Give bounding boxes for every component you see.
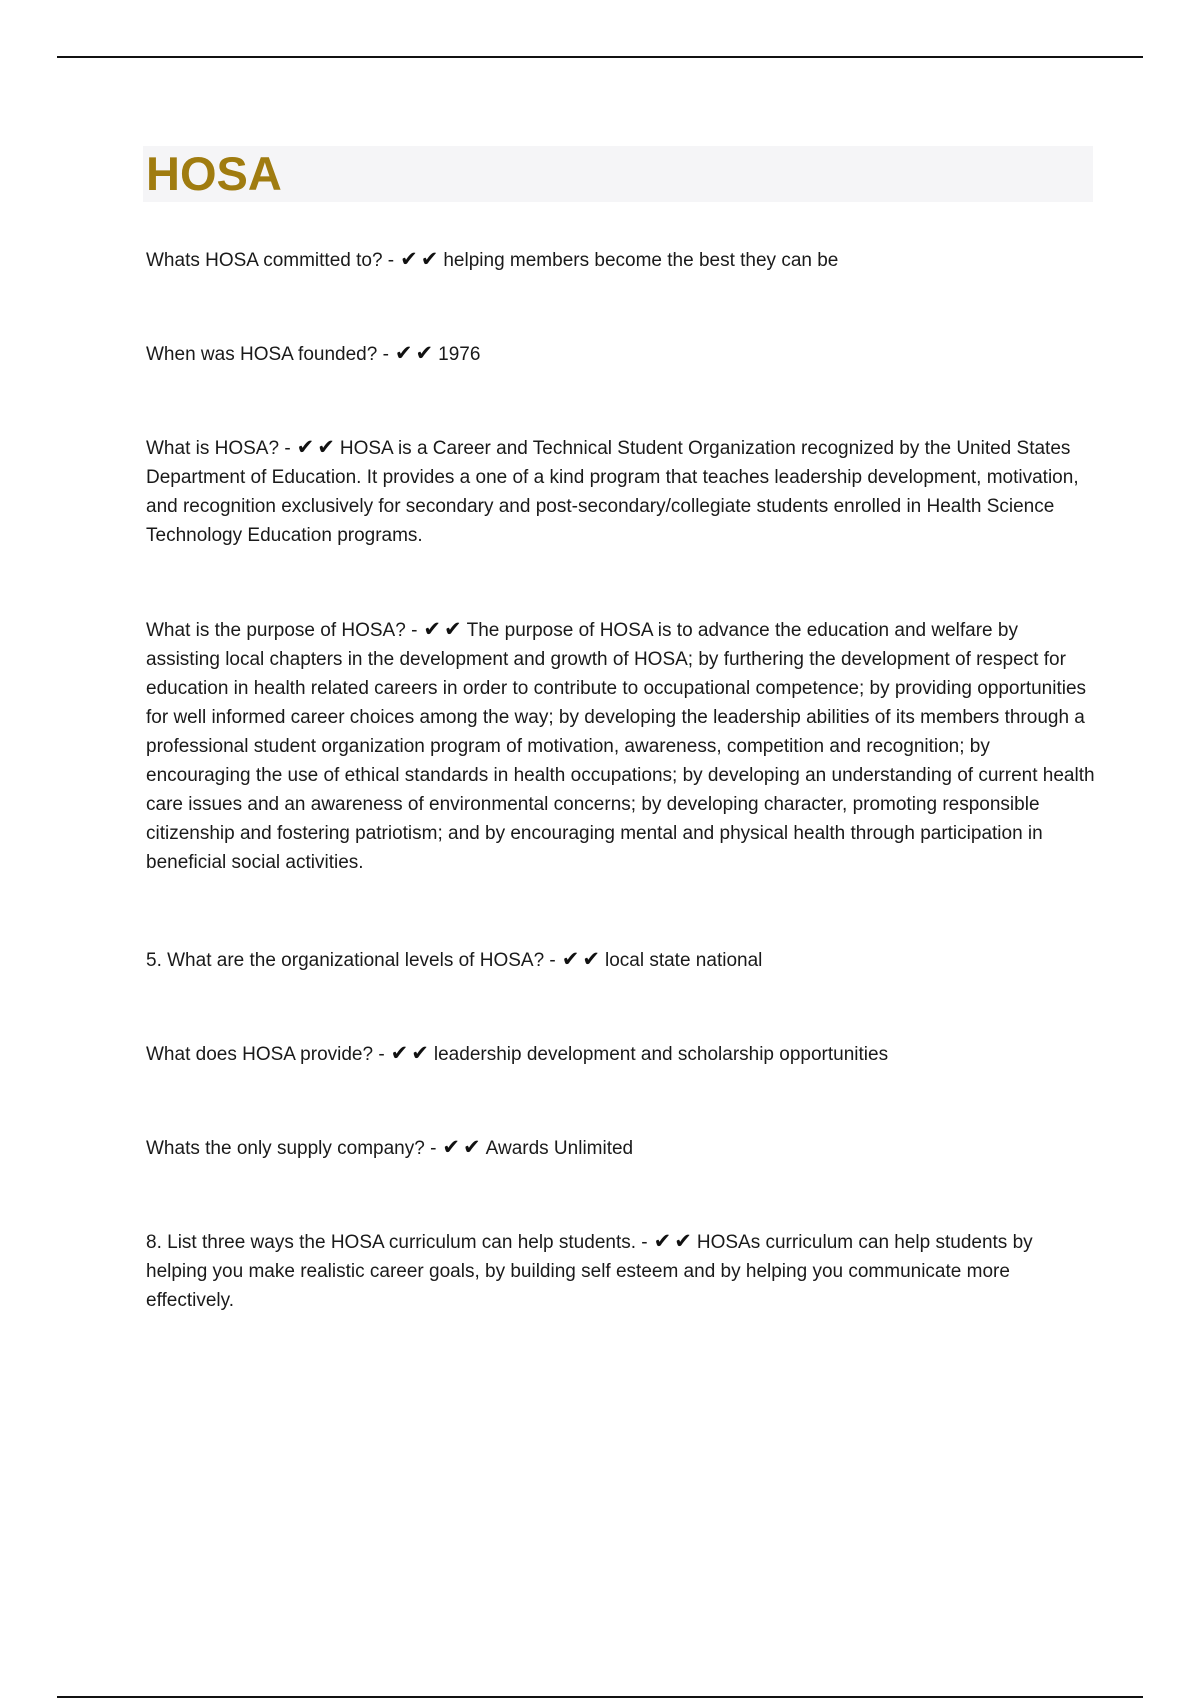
check-icon: ✔ — [423, 617, 442, 641]
answer-text: 1976 — [438, 344, 481, 365]
check-icon: ✔ — [296, 435, 315, 459]
question-text: 8. List three ways the HOSA curriculum can help students. - — [146, 1232, 648, 1253]
check-icon: ✔ — [653, 1229, 672, 1253]
bottom-divider — [57, 1696, 1143, 1698]
qa-item — [146, 946, 1096, 975]
question-text: Whats HOSA committed to? - — [146, 250, 395, 271]
question-text: What does HOSA provide? - — [146, 1044, 385, 1065]
answer-text: leadership development and scholarship opportunities — [433, 1044, 889, 1065]
check-icon: ✔ — [561, 947, 580, 971]
question-text: Whats the only supply company? - — [146, 1138, 437, 1159]
check-icon: ✔ — [582, 947, 600, 971]
qa-item — [146, 616, 1096, 877]
qa-item — [146, 340, 1096, 369]
check-icon: ✔ — [400, 247, 418, 271]
top-divider — [57, 56, 1143, 58]
check-icon: ✔ — [674, 1229, 692, 1253]
answer-text: The purpose of HOSA is to advance the education and welfare by assisting local chapters in the development and growth of HOSA; by furthering the development of respect for education in health related careers in order to contribute to occupational competence; by providing opportunities for well informed career choices among the way; by developing the leadership abilities of its members through a professional student organization program of motivation, awareness, competition and recognition; by encouraging the use of ethical standards in health occupations; by developing an understanding of current health care issues and an awareness of environmental concerns; by developing character, promoting responsible citizenship and fostering patriotism; and by encouraging mental and physical health through participation in beneficial social activities. — [146, 620, 1095, 873]
document-title: HOSA — [146, 147, 282, 200]
question-text: What is HOSA? - — [146, 438, 291, 459]
check-icon: ✔ — [317, 435, 335, 459]
qa-item — [146, 434, 1096, 550]
answer-text: helping members become the best they can be — [443, 250, 839, 271]
qa-item — [146, 1134, 1096, 1163]
check-icon: ✔ — [394, 341, 413, 365]
question-text: 5. What are the organizational levels of HOSA? - — [146, 950, 556, 971]
qa-item — [146, 1040, 1096, 1069]
answer-text: Awards Unlimited — [485, 1138, 634, 1159]
check-icon: ✔ — [463, 1135, 481, 1159]
check-icon: ✔ — [420, 247, 439, 271]
qa-item — [146, 246, 1096, 275]
title-band — [143, 146, 1093, 202]
answer-text: HOSAs curriculum can help students by helping you make realistic career goals, by building self esteem and by helping you communicate more effectively. — [146, 1232, 1033, 1311]
question-text: What is the purpose of HOSA? - — [146, 620, 418, 641]
qa-item — [146, 1228, 1096, 1315]
check-icon: ✔ — [444, 617, 462, 641]
check-icon: ✔ — [415, 341, 434, 365]
answer-text: HOSA is a Career and Technical Student Organization recognized by the United States Department of Education. It provides a one of a kind program that teaches leadership development, motivation, and recognition exclusively for secondary and post-secondary/collegiate students enrolled in Health Science Technology Education programs. — [146, 438, 1079, 546]
check-icon: ✔ — [442, 1135, 461, 1159]
check-icon: ✔ — [411, 1041, 429, 1065]
answer-text: local state national — [604, 950, 763, 971]
check-icon: ✔ — [390, 1041, 409, 1065]
question-text: When was HOSA founded? - — [146, 344, 389, 365]
